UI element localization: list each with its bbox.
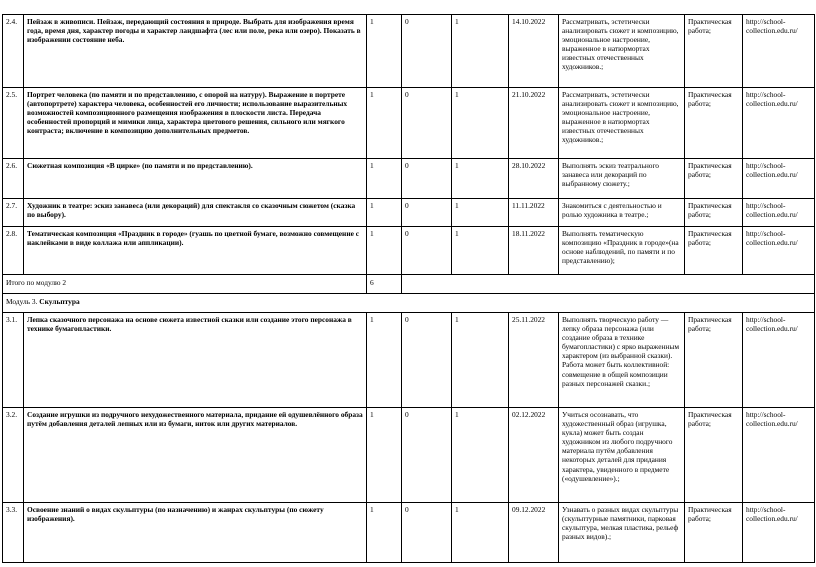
date-cell: 21.10.2022 (509, 88, 559, 159)
control-form-cell: Практическая работа; (685, 503, 743, 563)
control-form-cell: Практическая работа; (685, 408, 743, 503)
control-hours: 0 (402, 159, 452, 199)
resource-cell: http://school-collection.edu.ru/ (743, 159, 815, 199)
resource-cell: http://school-collection.edu.ru/ (743, 15, 815, 88)
subtotal-value: 6 (367, 275, 402, 294)
resource-cell: http://school-collection.edu.ru/ (743, 408, 815, 503)
activities-cell: Узнавать о разных видах скульптуры (скульптурные памятники, парковая скульптура, мелкая пластика, рельеф разных видов).; (559, 503, 685, 563)
total-hours: 1 (367, 503, 402, 563)
resource-cell: http://school-collection.edu.ru/ (743, 227, 815, 275)
control-hours: 0 (402, 227, 452, 275)
control-hours: 0 (402, 88, 452, 159)
module-name: Скульптура (39, 297, 80, 306)
resource-cell: http://school-collection.edu.ru/ (743, 503, 815, 563)
practical-hours: 1 (452, 408, 509, 503)
topic-cell: Лепка сказочного персонажа на основе сюжета известной сказки или создание этого персонажа в технике бумагопластики. (24, 313, 367, 408)
module-title (3, 294, 815, 313)
table-row (3, 313, 815, 408)
table-row (3, 503, 815, 563)
date-cell: 09.12.2022 (509, 503, 559, 563)
control-form-cell: Практическая работа; (685, 88, 743, 159)
activities-cell: Выполнять тематическую композицию «Праздник в городе»(на основе наблюдений, по памяти и по представлению); (559, 227, 685, 275)
control-hours: 0 (402, 199, 452, 227)
activities-cell: Учиться осознавать, что художественный образ (игрушка, кукла) может быть создан художником из любого подручного материала путём добавления некоторых деталей для придания характера, увиденного в предмете («одушевление»).; (559, 408, 685, 503)
control-form-cell: Практическая работа; (685, 313, 743, 408)
resource-cell: http://school-collection.edu.ru/ (743, 313, 815, 408)
table-row (3, 408, 815, 503)
date-cell: 28.10.2022 (509, 159, 559, 199)
subtotal-row (3, 275, 815, 294)
practical-hours: 1 (452, 227, 509, 275)
table-row (3, 227, 815, 275)
control-hours: 0 (402, 313, 452, 408)
table-row (3, 199, 815, 227)
total-hours: 1 (367, 88, 402, 159)
table-row (3, 15, 815, 88)
resource-cell: http://school-collection.edu.ru/ (743, 88, 815, 159)
date-cell: 11.11.2022 (509, 199, 559, 227)
practical-hours: 1 (452, 313, 509, 408)
topic-cell: Пейзаж в живописи. Пейзаж, передающий состояния в природе. Выбрать для изображения время года, время дня, характер погоды и характер ландшафта (лес или поле, река или озеро). Показать в изображении состояние неба. (24, 15, 367, 88)
topic-cell: Освоение знаний о видах скульптуры (по назначению) и жанрах скульптуры (по сюжету изображения). (24, 503, 367, 563)
total-hours: 1 (367, 227, 402, 275)
control-hours: 0 (402, 408, 452, 503)
row-number: 3.3. (3, 503, 24, 563)
row-number: 3.2. (3, 408, 24, 503)
topic-cell: Художник в театре: эскиз занавеса (или декораций) для спектакля со сказочным сюжетом (сказка по выбору). (24, 199, 367, 227)
total-hours: 1 (367, 408, 402, 503)
topic-cell: Тематическая композиция «Праздник в городе» (гуашь по цветной бумаге, возможно совмещение с наклейками в виде коллажа или аппликации). (24, 227, 367, 275)
row-number: 2.7. (3, 199, 24, 227)
control-form-cell: Практическая работа; (685, 159, 743, 199)
module-header-row (3, 294, 815, 313)
table-row (3, 88, 815, 159)
practical-hours: 1 (452, 159, 509, 199)
control-form-cell: Практическая работа; (685, 15, 743, 88)
module-prefix: Модуль 3. (6, 297, 40, 306)
total-hours: 1 (367, 15, 402, 88)
activities-cell: Знакомиться с деятельностью и ролью художника в театре.; (559, 199, 685, 227)
practical-hours: 1 (452, 15, 509, 88)
control-form-cell: Практическая работа; (685, 227, 743, 275)
total-hours: 1 (367, 199, 402, 227)
date-cell: 14.10.2022 (509, 15, 559, 88)
topic-cell: Портрет человека (по памяти и по представлению, с опорой на натуру). Выражение в портрете (автопортрете) характера человека, особенностей его личности; использование выразительных возможностей композиционного размещения изображения в плоскости листа. Передача особенностей пропорций и мимики лица, характера цветового решения, сильного или мягкого контраста; включение в композицию дополнительных предметов. (24, 88, 367, 159)
row-number: 2.6. (3, 159, 24, 199)
row-number: 2.4. (3, 15, 24, 88)
practical-hours: 1 (452, 199, 509, 227)
activities-cell: Выполнять эскиз театрального занавеса или декораций по выбранному сюжету.; (559, 159, 685, 199)
curriculum-table (2, 14, 815, 563)
activities-cell: Рассматривать, эстетически анализировать сюжет и композицию, эмоциональное настроение, выраженное в натюрмортах известных отечественных художников.; (559, 15, 685, 88)
subtotal-empty (402, 275, 815, 294)
topic-cell: Создание игрушки из подручного нехудожественного материала, придание ей одушевлённого образа путём добавления деталей лепных или из бумаги, ниток или других материалов. (24, 408, 367, 503)
row-number: 3.1. (3, 313, 24, 408)
resource-cell: http://school-collection.edu.ru/ (743, 199, 815, 227)
topic-cell: Сюжетная композиция «В цирке» (по памяти и по представлению). (24, 159, 367, 199)
date-cell: 25.11.2022 (509, 313, 559, 408)
total-hours: 1 (367, 159, 402, 199)
date-cell: 18.11.2022 (509, 227, 559, 275)
activities-cell: Рассматривать, эстетически анализировать сюжет и композицию, эмоциональное настроение, выраженное в натюрмортах известных отечественных художников.; (559, 88, 685, 159)
row-number: 2.8. (3, 227, 24, 275)
date-cell: 02.12.2022 (509, 408, 559, 503)
practical-hours: 1 (452, 503, 509, 563)
control-form-cell: Практическая работа; (685, 199, 743, 227)
row-number: 2.5. (3, 88, 24, 159)
control-hours: 0 (402, 503, 452, 563)
activities-cell: Выполнять творческую работу — лепку образа персонажа (или создание образа в технике бумагопластики) с ярко выраженным характером (из выбранной сказки). Работа может быть коллективной: совмещение в общей композиции разных персонажей сказки.; (559, 313, 685, 408)
control-hours: 0 (402, 15, 452, 88)
subtotal-label: Итого по модулю 2 (3, 275, 367, 294)
table-row (3, 159, 815, 199)
practical-hours: 1 (452, 88, 509, 159)
total-hours: 1 (367, 313, 402, 408)
